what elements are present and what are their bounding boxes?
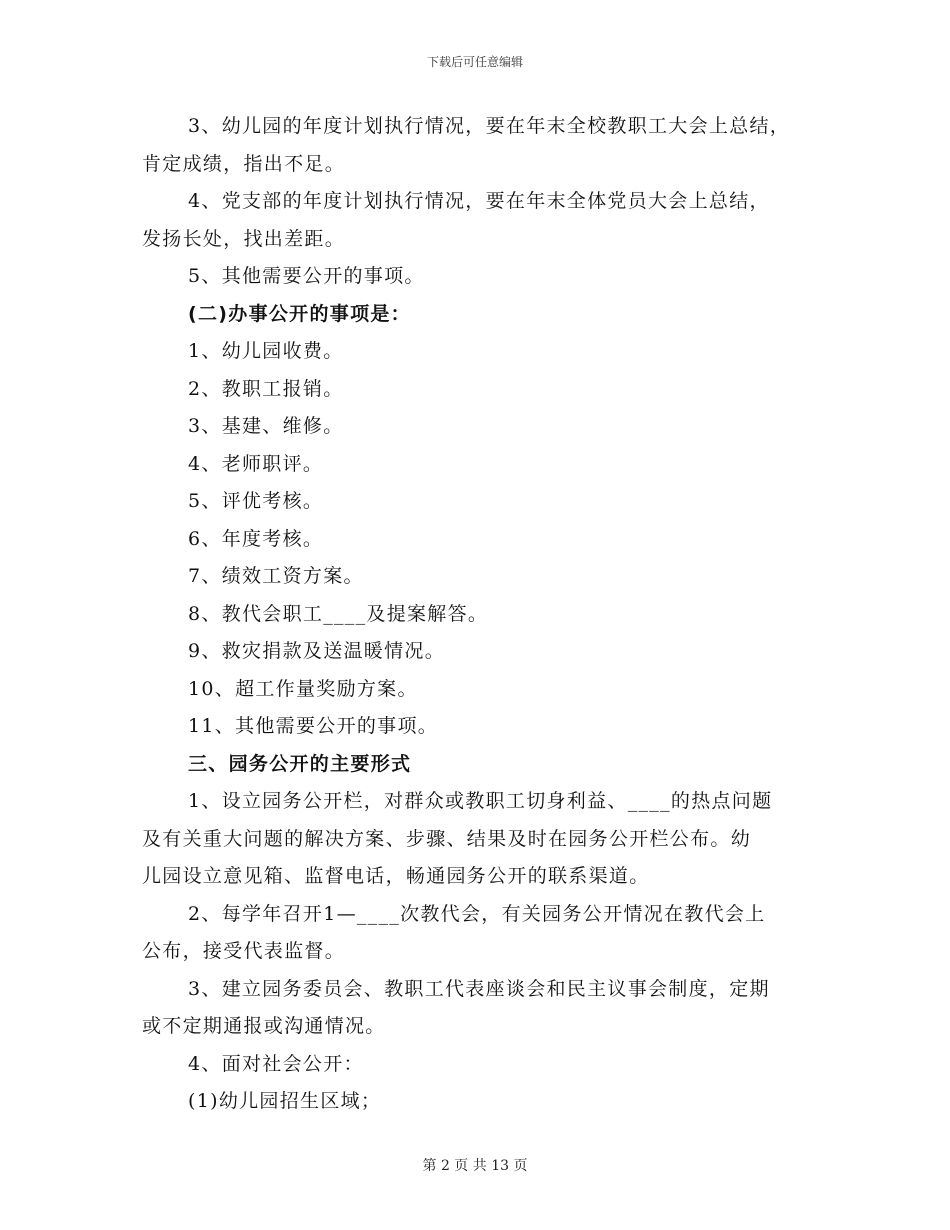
paragraph-line: 或不定期通报或沟通情况。 <box>142 1015 386 1037</box>
list-item: 2、教职工报销。 <box>188 377 344 400</box>
list-item: 10、超工作量奖励方案。 <box>188 677 418 700</box>
paragraph-line: 4、面对社会公开： <box>188 1052 364 1075</box>
paragraph-line: (1)幼儿园招生区域； <box>188 1090 382 1112</box>
list-item: 5、评优考核。 <box>188 490 324 512</box>
section-heading: (二)办事公开的事项是： <box>188 302 411 325</box>
list-item: 6、年度考核。 <box>188 527 324 550</box>
list-item: 3、基建、维修。 <box>188 415 344 437</box>
paragraph-line: 儿园设立意见箱、监督电话，畅通园务公开的联系渠道。 <box>142 865 650 887</box>
paragraph-line: 2、每学年召开1—____次教代会，有关园务公开情况在教代会上 <box>188 902 766 925</box>
list-item: 9、救灾捐款及送温暖情况。 <box>188 640 445 662</box>
section-heading: 三、园务公开的主要形式 <box>188 752 412 775</box>
list-item: 4、老师职评。 <box>188 452 324 475</box>
page-header-watermark: 下载后可任意编辑 <box>426 55 523 69</box>
list-item: 11、其他需要公开的事项。 <box>188 715 439 737</box>
page-number-footer: 第 2 页 共 13 页 <box>422 1158 528 1174</box>
paragraph-line: 3、建立园务委员会、教职工代表座谈会和民主议事会制度，定期 <box>188 977 770 1000</box>
paragraph-line: 肯定成绩，指出不足。 <box>142 152 346 175</box>
paragraph-line: 及有关重大问题的解决方案、步骤、结果及时在园务公开栏公布。幼 <box>142 827 752 850</box>
list-item: 1、幼儿园收费。 <box>188 340 344 362</box>
paragraph-line: 3、幼儿园的年度计划执行情况，要在年末全校教职工大会上总结， <box>188 115 791 137</box>
paragraph-line: 发扬长处，找出差距。 <box>142 227 346 250</box>
paragraph-line: 5、其他需要公开的事项。 <box>188 265 425 287</box>
list-item: 8、教代会职工____及提案解答。 <box>188 602 489 625</box>
paragraph-line: 公布，接受代表监督。 <box>142 940 346 962</box>
paragraph-line: 4、党支部的年度计划执行情况，要在年末全体党员大会上总结， <box>188 190 770 212</box>
list-item: 7、绩效工资方案。 <box>188 565 364 587</box>
document-body <box>142 108 822 1121</box>
paragraph-line: 1、设立园务公开栏，对群众或教职工切身利益、____的热点问题 <box>188 790 773 812</box>
